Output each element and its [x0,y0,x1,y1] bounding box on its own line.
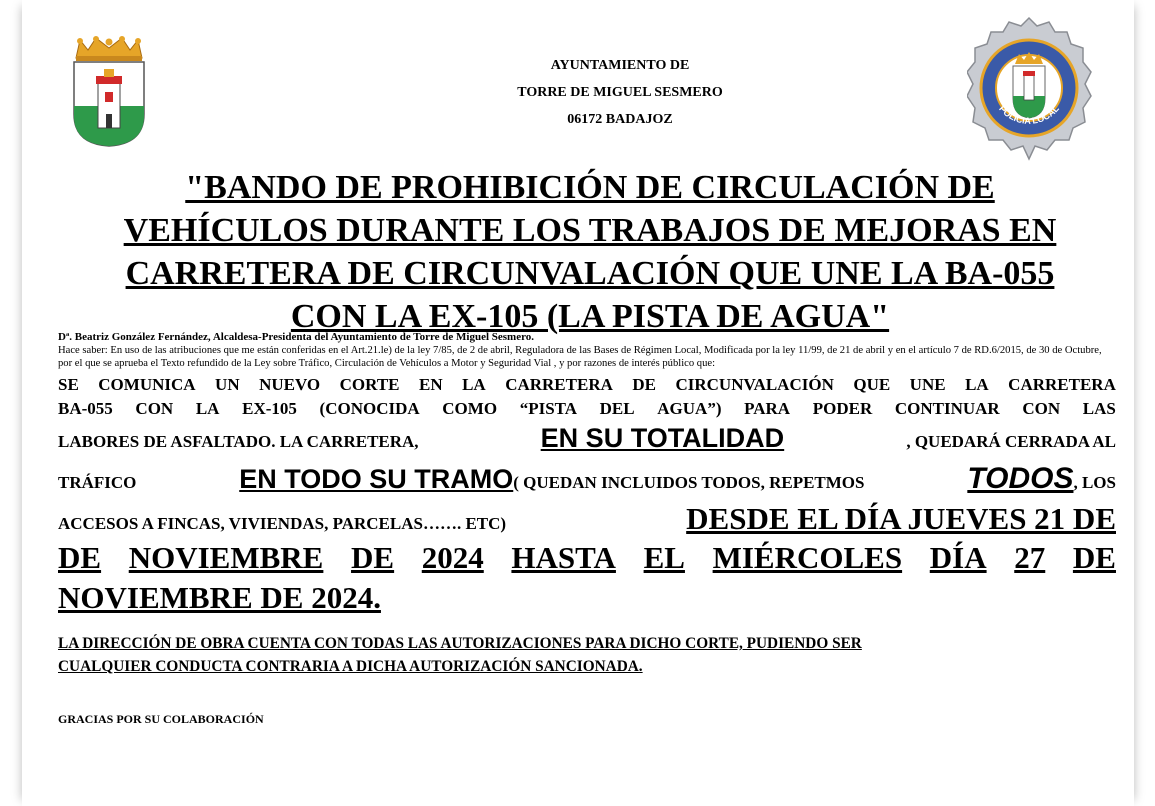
legal-basis-paragraph: Hace saber: En uso de las atribuciones que me están conferidas en el Art.21.le) de la ley 7/85, de 2 de abril, Reguladora de las Bases de Régimen Local, Modificada por la ley 11/99, de 21 de abril y en el artículo 7 de RD.6/2015, de 30 de Octubre, por el que se aprueba el Texto refundido de la Ley sobre Tráfico, Circulación de Vehículos a Motor y Seguridad Vial , y por razones de interés público que: [58,345,1102,369]
notice-word: DÍA [929,540,987,575]
notice-text: ACCESOS A FINCAS, VIVIENDAS, PARCELAS……. ETC) [58,514,507,533]
notice-text: , LOS [1073,473,1116,492]
notice-word: 2024 [421,540,484,575]
notice-word: HASTA [511,540,616,575]
authorization-note-line-2: CUALQUIER CONDUCTA CONTRARIA A DICHA AUTORIZACIÓN SANCIONADA. [58,658,643,675]
notice-word: CON [135,399,174,418]
notice-word: UNE [909,375,946,394]
notice-line-5 [58,501,1116,540]
notice-word: SE [58,375,79,394]
notice-word: NOVIEMBRE [128,540,324,575]
header-line-1: AYUNTAMIENTO DE [550,58,690,73]
policia-local-badge-icon [967,16,1092,161]
notice-word: EN [418,375,443,394]
notice-word: QUE [853,375,891,394]
notice-line-3 [58,423,1116,462]
notice-word: EX-105 [242,399,297,418]
notice-word: “PISTA [519,399,578,418]
title-line-1: "BANDO DE PROHIBICIÓN DE CIRCULACIÓN DE [185,169,995,206]
notice-word: NUEVO [259,375,321,394]
header-line-2: TORRE DE MIGUEL SESMERO [517,85,723,100]
emphasis-end-date: NOVIEMBRE DE 2024. [58,580,381,615]
closure-notice [58,375,1116,620]
emphasis-whole-stretch: EN TODO SU TRAMO [239,464,514,494]
header-line-3: 06172 BADAJOZ [567,112,673,127]
notice-text: , QUEDARÁ CERRADA AL [906,432,1116,451]
authorization-note-line-1: LA DIRECCIÓN DE OBRA CUENTA CON TODAS LAS AUTORIZACIONES PARA DICHO CORTE, PUDIENDO SER [58,635,862,652]
notice-word: BA-055 [58,399,113,418]
notice-word: DE [1072,540,1116,575]
notice-word: CORTE [339,375,400,394]
notice-word: CIRCUNVALACIÓN [675,375,834,394]
notice-word: MIÉRCOLES [712,540,903,575]
notice-word: AGUA”) [657,399,722,418]
notice-line-2 [58,399,1116,423]
title-line-4: CON LA EX-105 (LA PISTA DE AGUA" [290,298,890,335]
notice-word: DE [351,540,395,575]
thanks-line: GRACIAS POR SU COLABORACIÓN [58,712,264,726]
notice-line-4 [58,462,1116,501]
emphasis-all: TODOS [967,462,1074,495]
notice-text: TRÁFICO [58,473,137,492]
badge-label: POLICIA LOCAL [997,103,1061,126]
notice-word: COMO [442,399,498,418]
notice-word: EL [643,540,685,575]
notice-line-7 [58,580,1116,620]
notice-line-1 [58,375,1116,399]
notice-word: PARA [744,399,791,418]
notice-word: DE [58,540,102,575]
document-title [60,166,1120,338]
title-line-2: VEHÍCULOS DURANTE LOS TRABAJOS DE MEJORAS EN [123,212,1057,249]
emphasis-totality: EN SU TOTALIDAD [540,423,785,453]
title-line-3: CARRETERA DE CIRCUNVALACIÓN QUE UNE LA BA-055 [125,255,1055,292]
notice-word: CARRETERA [505,375,613,394]
notice-word: LA [462,375,486,394]
notice-word: PODER [812,399,873,418]
notice-word: 27 [1014,540,1046,575]
signer-line: Dª. Beatriz González Fernández, Alcaldesa-Presidenta del Ayuntamiento de Torre de Miguel Sesmero. [58,331,535,343]
notice-text: LABORES DE ASFALTADO. LA CARRETERA, [58,432,419,451]
notice-word: CARRETERA [1008,375,1116,394]
emphasis-start-date: DESDE EL DÍA JUEVES 21 DE [686,501,1116,536]
authorization-note [58,632,1114,678]
notice-text: ( QUEDAN INCLUIDOS TODOS, REPETMOS [513,473,865,492]
notice-word: LAS [1082,399,1116,418]
notice-word: DEL [599,399,635,418]
notice-line-6 [58,540,1116,580]
notice-word: COMUNICA [98,375,196,394]
notice-word: CON [1022,399,1061,418]
notice-word: LA [965,375,989,394]
notice-word: CONTINUAR [894,399,1000,418]
notice-word: UN [215,375,240,394]
notice-word: LA [195,399,220,418]
notice-word: (CONOCIDA [319,399,420,418]
notice-word: DE [632,375,656,394]
